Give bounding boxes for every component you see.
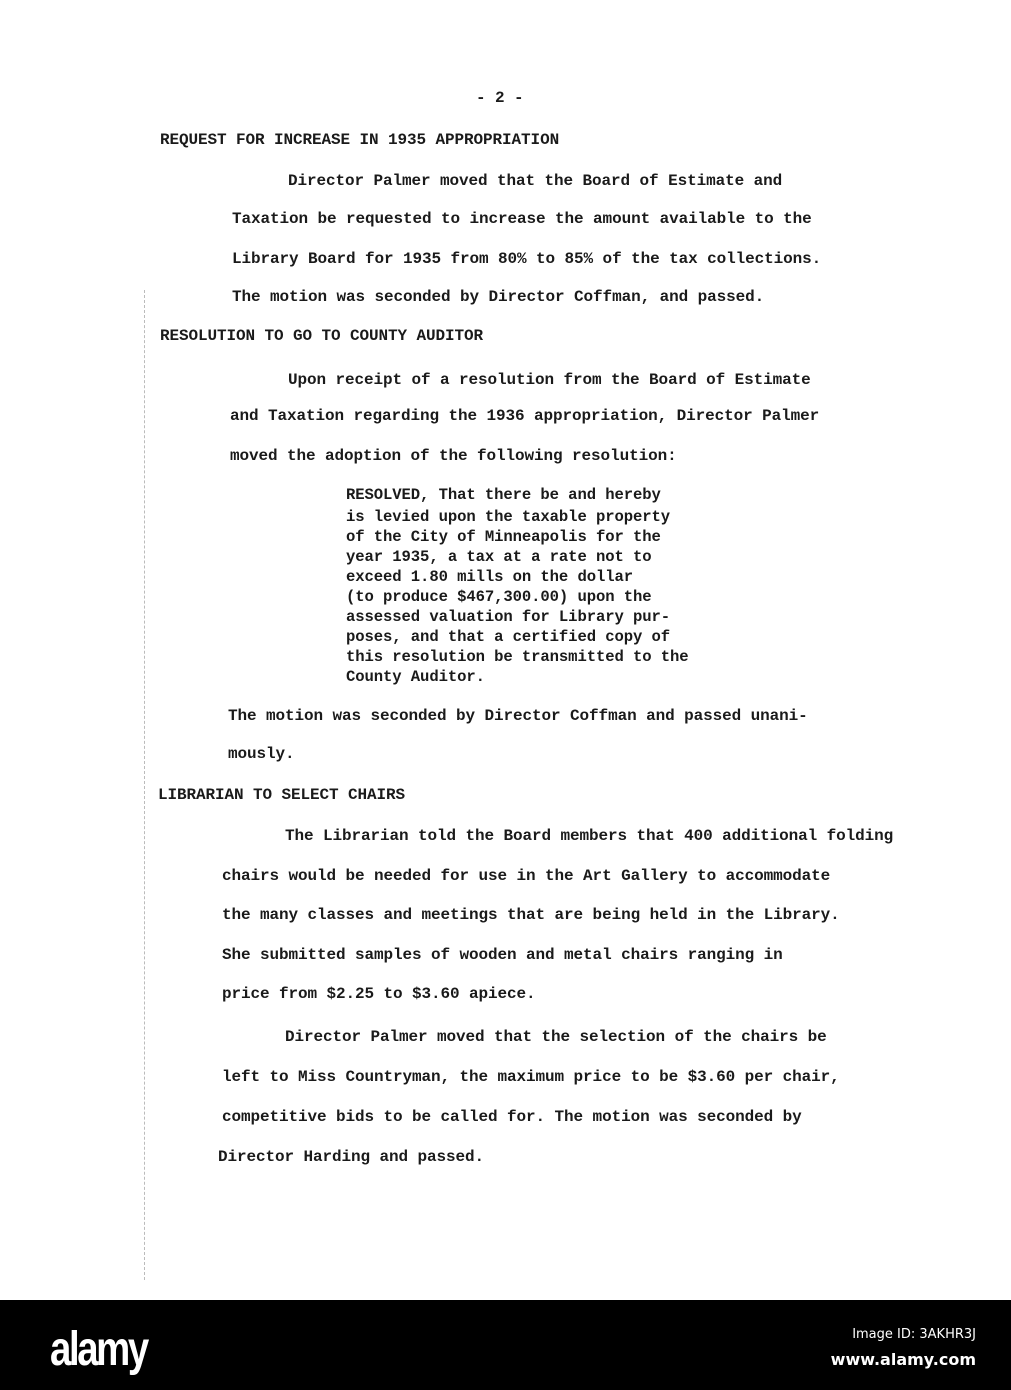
- text-line: chairs would be needed for use in the Art Gallery to accommodate: [222, 867, 831, 885]
- text-line: Taxation be requested to increase the amount available to the: [232, 210, 812, 228]
- resolution-line: exceed 1.80 mills on the dollar: [346, 568, 633, 586]
- resolution-line: RESOLVED, That there be and hereby: [346, 486, 661, 504]
- page-number: - 2 -: [476, 89, 524, 107]
- watermark-bar: [0, 1300, 1011, 1390]
- resolution-line: (to produce $467,300.00) upon the: [346, 588, 652, 606]
- watermark-url: www.alamy.com: [830, 1350, 976, 1369]
- resolution-line: assessed valuation for Library pur-: [346, 608, 671, 626]
- text-line: price from $2.25 to $3.60 apiece.: [222, 985, 536, 1003]
- margin-line: [144, 290, 146, 1280]
- resolution-line: poses, and that a certified copy of: [346, 628, 671, 646]
- section-heading: REQUEST FOR INCREASE IN 1935 APPROPRIATION: [160, 131, 560, 149]
- text-line: the many classes and meetings that are being held in the Library.: [222, 906, 840, 924]
- text-line: left to Miss Countryman, the maximum price to be $3.60 per chair,: [222, 1068, 840, 1086]
- resolution-line: this resolution be transmitted to the: [346, 648, 689, 666]
- text-line: mously.: [228, 745, 295, 763]
- resolution-line: County Auditor.: [346, 668, 485, 686]
- resolution-line: of the City of Minneapolis for the: [346, 528, 661, 546]
- text-line: She submitted samples of wooden and metal chairs ranging in: [222, 946, 783, 964]
- text-line: The Librarian told the Board members that 400 additional folding: [285, 827, 894, 845]
- resolution-line: is levied upon the taxable property: [346, 508, 671, 526]
- text-line: moved the adoption of the following resolution:: [230, 447, 677, 465]
- text-line: competitive bids to be called for. The motion was seconded by: [222, 1108, 802, 1126]
- text-line: Library Board for 1935 from 80% to 85% of the tax collections.: [232, 250, 822, 268]
- text-line: The motion was seconded by Director Coffman, and passed.: [232, 288, 765, 306]
- resolution-line: year 1935, a tax at a rate not to: [346, 548, 652, 566]
- section-heading: LIBRARIAN TO SELECT CHAIRS: [158, 786, 406, 804]
- text-line: and Taxation regarding the 1936 appropriation, Director Palmer: [230, 407, 820, 425]
- text-line: Director Palmer moved that the selection of the chairs be: [285, 1028, 827, 1046]
- section-heading: RESOLUTION TO GO TO COUNTY AUDITOR: [160, 327, 484, 345]
- text-line: Director Palmer moved that the Board of Estimate and: [288, 172, 783, 190]
- text-line: Upon receipt of a resolution from the Board of Estimate: [288, 371, 811, 389]
- image-id: Image ID: 3AKHR3J: [852, 1327, 976, 1342]
- text-line: The motion was seconded by Director Coffman and passed unani-: [228, 707, 808, 725]
- alamy-logo: alamy: [50, 1323, 147, 1376]
- text-line: Director Harding and passed.: [218, 1148, 485, 1166]
